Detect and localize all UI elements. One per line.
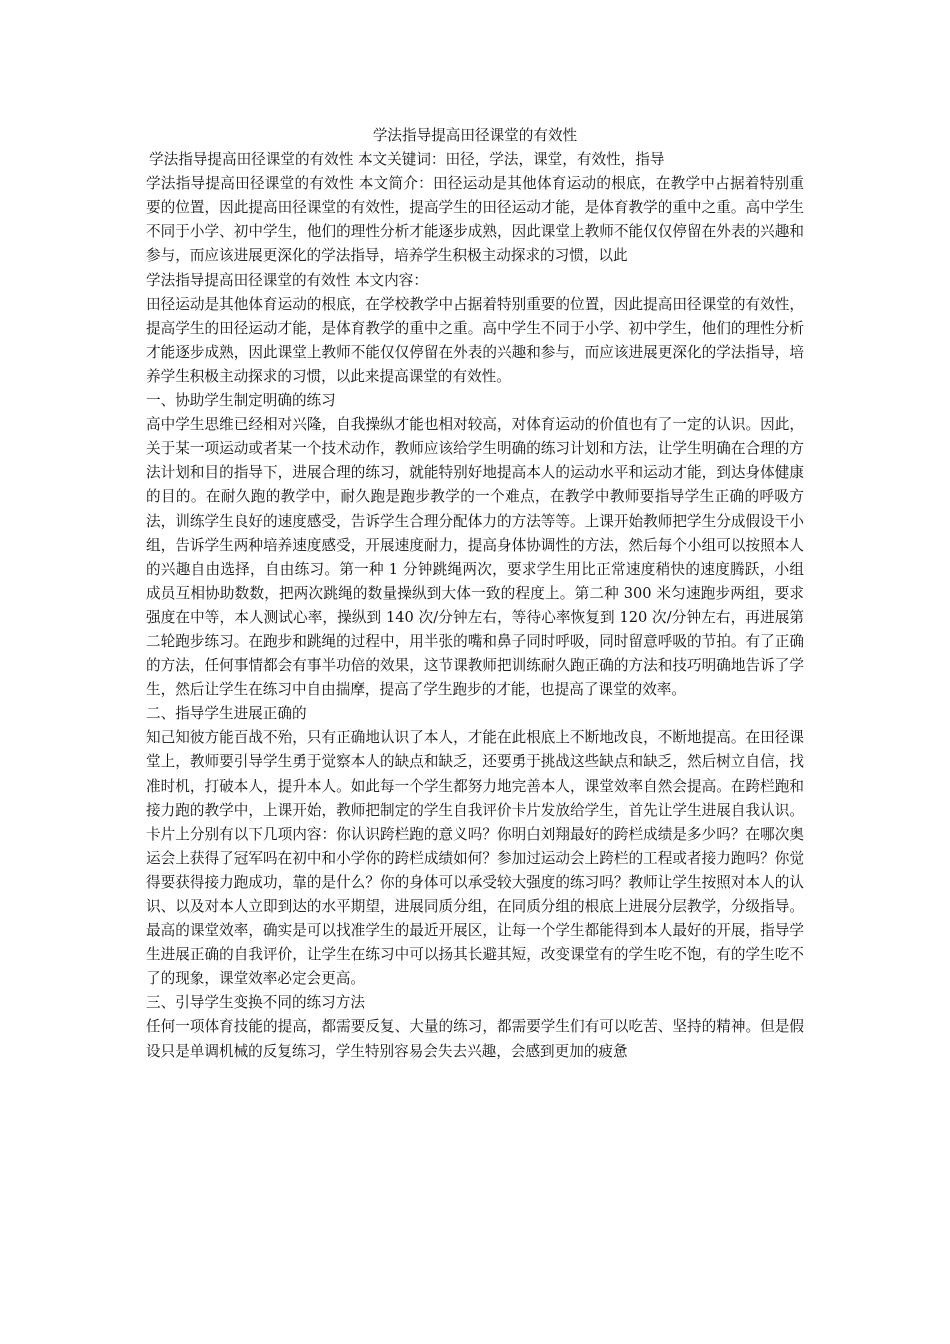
intro-paragraph: 田径运动是其他体育运动的根底，在学校教学中占据着特别重要的位置，因此提高田径课堂的有效性，提高学生的田径运动才能，是体育教学的重中之重。高中学生不同于小学、初中学生，他们的理性分析才能逐步成熟，因此课堂上教师不能仅仅停留在外表的兴趣和参与，而应该进展更深化的学法指导，培养学生积极主动探求的习惯，以此来提高课堂的有效性。	[146, 295, 804, 385]
section-heading-3: 三、引导学生变换不同的练习方法	[146, 994, 365, 1012]
summary-paragraph: 学法指导提高田径课堂的有效性 本文简介：田径运动是其他体育运动的根底，在教学中占据着特别重要的位置，因此提高田径课堂的有效性，提高学生的田径运动才能，是体育教学的重中之重。高中学生不同于小学、初中学生，他们的理性分析才能逐步成熟，因此课堂上教师不能仅仅停留在外表的兴趣和参与，而应该进展更深化的学法指导，培养学生积极主动探求的习惯，以此	[146, 175, 804, 265]
section-body-2: 知己知彼方能百战不殆，只有正确地认识了本人，才能在此根底上不断地改良，不断地提高。在田径课堂上，教师要引导学生勇于觉察本人的缺点和缺乏，还要勇于挑战这些缺点和缺乏，然后树立自信，找准时机，打破本人，提升本人。如此每一个学生都努力地完善本人，课堂效率自然会提高。在跨栏跑和接力跑的教学中，上课开始，教师把制定的学生自我评价卡片发放给学生，首先让学生进展自我认识。卡片上分别有以下几项内容：你认识跨栏跑的意义吗？你明白刘翔最好的跨栏成绩是多少吗？在哪次奥运会上获得了冠军吗在初中和小学你的跨栏成绩如何？参加过运动会上跨栏的工程或者接力跑吗？你觉得要获得接力跑成功，靠的是什么？你的身体可以承受较大强度的练习吗？教师让学生按照对本人的认识、以及对本人立即到达的水平期望，进展同质分组，在同质分组的根底上进展分层教学，分级指导。最高的课堂效率，确实是可以找准学生的最近开展区，让每一个学生都能得到本人最好的开展，指导学生进展正确的自我评价，让学生在练习中可以扬其长避其短，改变课堂有的学生吃不饱，有的学生吃不了的现象，课堂效率必定会更高。	[146, 729, 804, 988]
section-heading-1: 一、协助学生制定明确的练习	[146, 392, 336, 410]
document-title: 学法指导提高田径课堂的有效性	[372, 127, 578, 144]
content-label: 学法指导提高田径课堂的有效性 本文内容：	[146, 271, 428, 289]
keywords-line: 学法指导提高田径课堂的有效性 本文关键词：田径，学法，课堂，有效性，指导	[149, 151, 665, 169]
section-body-1: 高中学生思维已经相对兴隆，自我操纵才能也相对较高，对体育运动的价值也有了一定的认识。因此，关于某一项运动或者某一个技术动作，教师应该给学生明确的练习计划和方法，让学生明确在合理的方法计划和目的指导下，进展合理的练习，就能特别好地提高本人的运动水平和运动才能，到达身体健康的目的。在耐久跑的教学中，耐久跑是跑步教学的一个难点，在教学中教师要指导学生正确的呼吸方法，训练学生良好的速度感受，告诉学生合理分配体力的方法等等。上课开始教师把学生分成假设干小组，告诉学生两种培养速度感受，开展速度耐力，提高身体协调性的方法，然后每个小组可以按照本人的兴趣自由选择，自由练习。第一种 1 分钟跳绳两次，要求学生用比正常速度稍快的速度腾跃，小组成员互相协助数数，把两次跳绳的数量操纵到大体一致的程度上。第二种 300 米匀速跑步两组，要求强度在中等，本人测试心率，操纵到 140 次/分钟左右，等待心率恢复到 120 次/分钟左右，再进展第二轮跑步练习。在跑步和跳绳的过程中，用半张的嘴和鼻子同时呼吸，同时留意呼吸的节拍。有了正确的方法，任何事情都会有事半功倍的效果，这节课教师把训练耐久跑正确的方法和技巧明确地告诉了学生，然后让学生在练习中自由揣摩，提高了学生跑步的才能，也提高了课堂的效率。	[146, 416, 804, 699]
section-heading-2: 二、指导学生进展正确的	[146, 705, 307, 723]
section-body-3: 任何一项体育技能的提高，都需要反复、大量的练习，都需要学生们有可以吃苦、坚持的精神。但是假设只是单调机械的反复练习，学生特别容易会失去兴趣，会感到更加的疲惫	[146, 1018, 804, 1060]
document-page	[146, 124, 804, 1064]
